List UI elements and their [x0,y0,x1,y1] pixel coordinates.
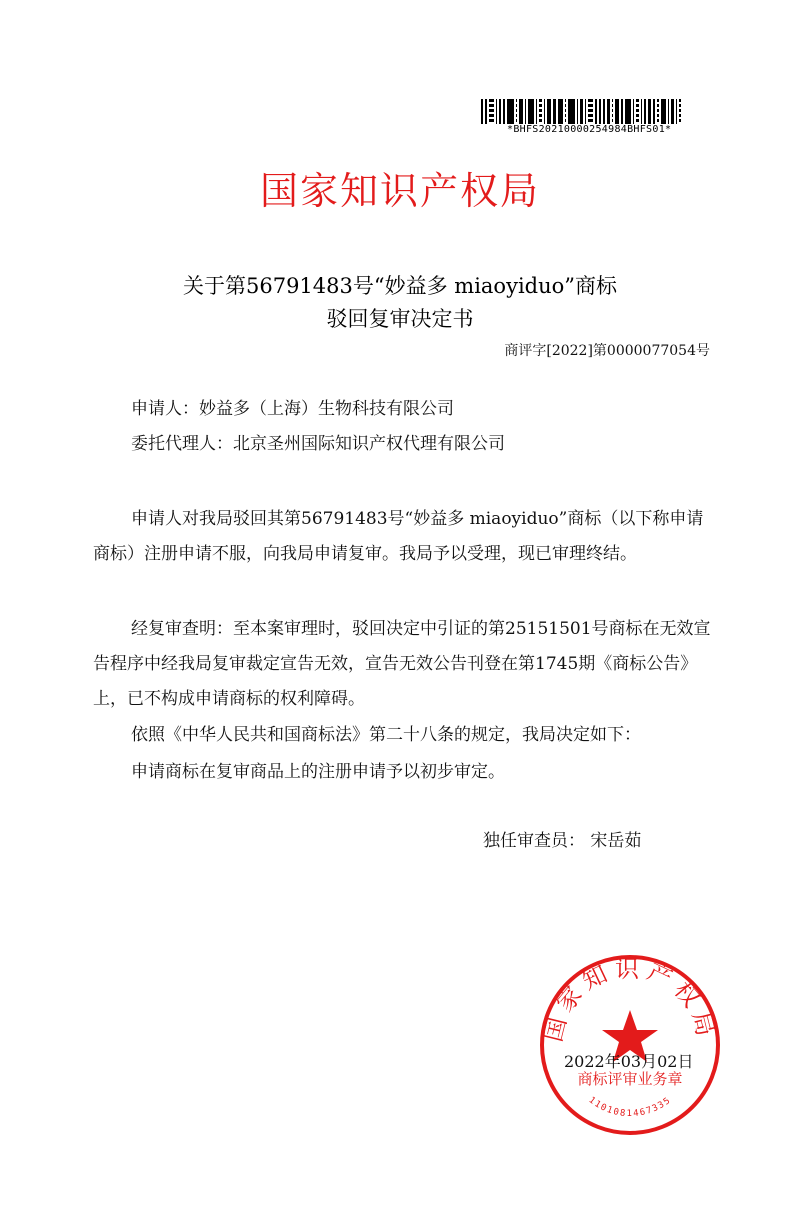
seal-arc-text: 国家知识产权局 [539,955,721,1045]
barcode-bar [648,99,651,124]
seal-inner-text: 商标评审业务章 [577,1070,683,1088]
barcode-bar [519,99,522,124]
barcode-bar [615,99,619,124]
document-title-line-1: 关于第56791483号“妙益多 miaoyiduo”商标 [182,274,618,298]
applicant-line: 申请人：妙益多（上海）生物科技有限公司 [131,399,454,419]
barcode-bar [641,99,643,124]
barcode-bar [607,99,610,124]
barcode-bar [507,99,513,124]
body-paragraph-2: 经复审查明：至本案审理时，驳回决定中引证的第25151501号商标在无效宣告程序中经我局复审裁定宣告无效，宣告无效公告刊登在第1745期《商标公告》上，已不构成申请商标的权利障碍。 [93,619,711,709]
examiner-signature: 独任审查员： 宋岳茹 [483,831,642,851]
barcode-bar [668,99,670,124]
barcode-bar [636,99,638,124]
barcode-bar [603,99,605,124]
barcode-bar [588,99,593,124]
barcode-bar [671,99,673,124]
barcode-bar [553,99,555,124]
barcode-bar [625,99,631,124]
barcode-bar [585,99,587,124]
barcode-bar [544,99,546,124]
barcode-bar [644,99,646,124]
body-paragraph-4: 申请商标在复审商品上的注册申请予以初步审定。 [131,762,505,782]
barcode-bar [599,99,601,124]
barcode-bar [568,99,574,124]
barcode-bar [661,99,666,124]
barcode-bar [499,99,501,124]
barcode-bar [536,99,538,124]
barcode-bar [547,99,551,124]
barcode-bar [503,99,505,124]
body-paragraph-3: 依照《中华人民共和国商标法》第二十八条的规定，我局决定如下： [131,725,641,745]
reference-number: 商评字[2022]第0000077054号 [504,343,710,359]
body-paragraph-1: 申请人对我局驳回其第56791483号“妙益多 miaoyiduo”商标（以下称申请商标）注册申请不服，向我局申请复审。我局予以受理，现已审理终结。 [93,509,704,564]
barcode-bar [496,99,498,124]
barcode-bar [525,99,527,124]
barcode-bar [516,99,518,124]
barcode-bar [679,99,681,124]
barcode-bar [657,99,659,124]
barcode [481,99,681,124]
barcode-bar [489,99,494,124]
barcode-bar [577,99,579,124]
barcode-bar [653,99,655,124]
barcode-bar [481,99,483,124]
official-seal [535,950,725,1140]
barcode-bar [539,99,541,124]
barcode-bar [485,99,487,124]
barcode-bar [558,99,563,124]
decision-date: 2022年03月02日 [564,1052,694,1071]
issuing-authority-heading: 国家知识产权局 [259,169,540,213]
barcode-bar [565,99,567,124]
barcode-bar [580,99,582,124]
seal-number: 1101081467335 [586,1095,674,1120]
agent-line: 委托代理人：北京圣州国际知识产权代理有限公司 [131,434,505,454]
barcode-bar [528,99,534,124]
barcode-bar [676,99,678,124]
barcode-bar [595,99,597,124]
document-title-line-2: 驳回复审决定书 [326,307,474,331]
barcode-text: *BHFS20210000254984BHFS01* [507,124,672,135]
barcode-bar [612,99,614,124]
barcode-bar [621,99,623,124]
barcode-bar [633,99,635,124]
